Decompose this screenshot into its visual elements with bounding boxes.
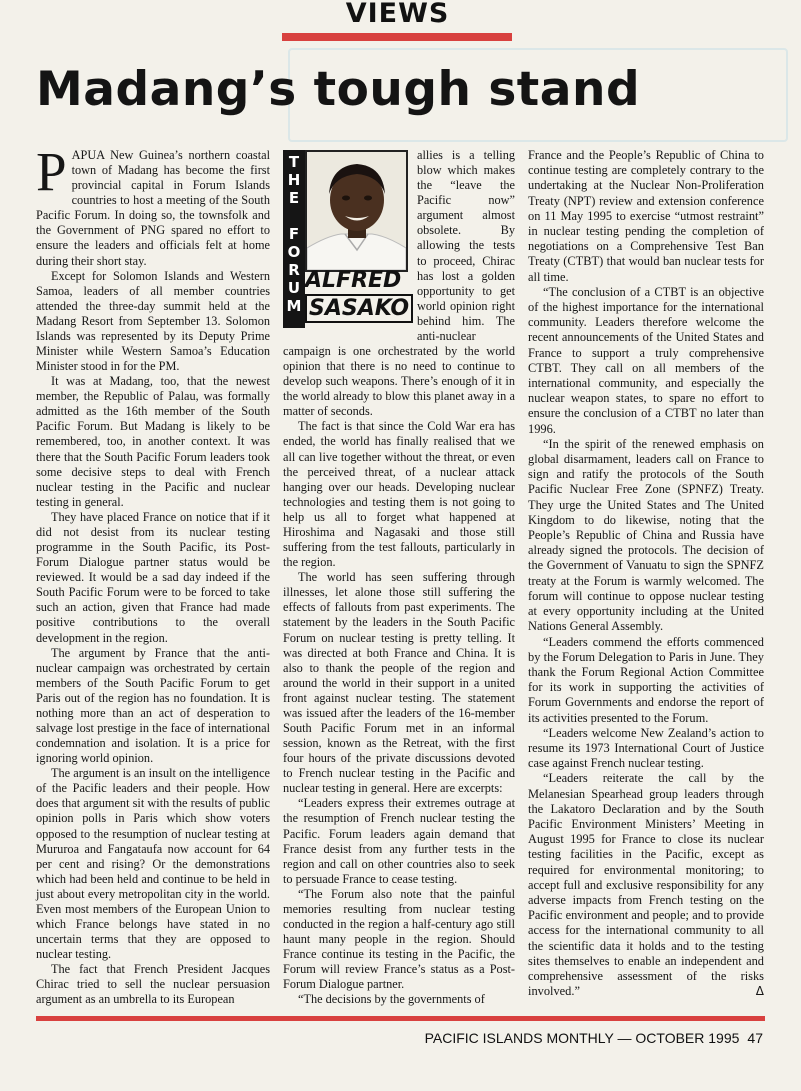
the-forum-sidebar [283,148,410,330]
article-paragraph: “In the spirit of the renewed emphasis on global disarmament, leaders call on France to sign and ratify the protocols of the South Pacific Nuclear Free Zone (SPNFZ) Treaty. They urge the United States and The United Kingdom to do likewise, noting that the People’s Republic of China and Russia have already signed the protocols. The decision of the Government of Vanuatu to sign the SPNFZ treaty at the Forum is warmly welcomed. The forum will continue to oppose nuclear testing at every opportunity including at the United Nations General Assembly. [528,436,764,634]
article-paragraph: “The Forum also note that the painful memories resulting from nuclear testing conducted in the region a half-century ago still haunt many people in the region. Should France continue its testing in the Pacific, the Forum will review France’s status as a Post-Forum Dialogue partner. [283,886,515,992]
article-column-1 [36,141,270,1007]
article-paragraph: The argument by France that the anti-nuclear campaign was orchestrated by certain members of the South Pacific Forum to get Paris out of the region has no foundation. It is nothing more than an act of desperation to salvage lost prestige in the face of international condemnation and isolation. It is a price for ignoring world opinion. [36,645,270,766]
forum-letter: O [287,243,301,261]
footer-rule [36,1016,765,1021]
article-paragraph: “Leaders welcome New Zealand’s action to resume its 1973 International Court of Justice case against French nuclear testing. [528,725,764,771]
paragraph-text: “Leaders reiterate the call by the Melanesian Spearhead group leaders through the Lakatoro Declaration and by the South Pacific Environment Ministers’ Meeting in August 1995 for France to close its nuclear testing facilities in the Pacific, except as required for environmental monitoring; to accept full and exclusive responsibility for any adverse impacts from French testing on the Pacific environment and people; and to provide access for the international community to all the scientific data it holds and to the testing sites themselves to enable an independent and comprehensive assessment of the risks involved.” [528,771,764,999]
article-paragraph: France and the People’s Republic of China to continue testing are completely contrary to the undertaking at the Nuclear Non-Proliferation Treaty (NPT) review and extension conference on 11 May 1995 to exercise “utmost restraint” in nuclear testing pending the completion of negotiations on a Comprehensive Test Ban Treaty (CTBT) that would ban nuclear tests for all time. [528,148,764,284]
author-portrait [305,150,408,272]
author-first-name: ALFRED [305,268,402,293]
forum-letter: M [286,297,302,315]
drop-cap: P [36,141,67,202]
section-label: VIEWS [345,0,450,29]
article-paragraph: allies is a telling blow which makes the “leave the Pacific now” argument almost obsolete. By allowing the tests to proceed, Chirac has lost a golden opportunity to get world opinion right behind him. The anti-nuclear campaign is one orchestrated by the world opinion that there is no need to continue to develop such weapons. There’s enough of it in the world already to blow this planet away in a matter of seconds. [283,148,515,419]
headline: Madang’s tough stand [36,62,641,117]
article-paragraph: “Leaders express their extremes outrage at the resumption of French nuclear testing the Pacific. Forum leaders again demand that France desist from any further tests in the region and call on other countries also to seek to persuade France to cease testing. [283,796,515,886]
publication-line: PACIFIC ISLANDS MONTHLY — OCTOBER 1995 [424,1030,740,1046]
forum-letter: F [288,225,300,243]
article-paragraph [36,141,270,269]
article-paragraph: “The conclusion of a CTBT is an objective of the highest importance for the international community. Leaders therefore welcome the recent announcements of the United States and France to support a truly comprehensive CTBT. They call on all members of the international community, and especially the nuclear weapon states, to spare no effort to ensure the conclusion of a CTBT no later than 1996. [528,284,764,436]
page-number: 47 [747,1030,763,1046]
author-last-name-boxed: SASAKO [305,294,413,323]
author-last-name [305,296,410,322]
article-paragraph: The fact is that since the Cold War era has ended, the world has finally realised that we all can live together without the threat, or even the perceived threat, of a nuclear attack hanging over our heads. Developing nuclear technologies and testing them is not going to help us all to forget what happened at Hiroshima and Nagasaki and those still suffering from the test fallouts, particularly in the region. [283,419,515,570]
portrait-illustration [307,152,406,270]
paragraph-text: APUA New Guinea’s northern coastal town of Madang has become the first provincial capital in Forum Islands countries to host a meeting of the South Pacific Forum. In doing so, the townsfolk and the Government of PNG spared no effort to ensure the leaders and officials felt at home during their short stay. [36,148,270,268]
article-column-2 [283,148,515,1007]
forum-vertical-bar [283,150,305,328]
forum-letter: R [288,261,300,279]
end-of-article-icon: Δ [755,984,764,999]
article-column-3 [528,148,764,999]
forum-letter: H [287,171,301,189]
page-footer [417,1030,763,1046]
forum-letter: E [288,189,300,207]
article-paragraph: “The decisions by the governments of [298,992,485,1007]
article-paragraph: “Leaders commend the efforts commenced by the Forum Delegation to Paris in June. They thank the Forum Regional Action Committee for its work in supporting the activities of Forum Governments and endorse the report of its activities presented to the Forum. [528,634,764,725]
article-paragraph: The fact that French President Jacques Chirac tried to sell the nuclear persuasion argument as an umbrella to its European [36,962,270,1007]
article-paragraph: Except for Solomon Islands and Western Samoa, leaders of all member countries attended the three-day summit held at the Madang Resort from September 13. Solomon Islands was represented by its Deputy Prime Minister while Western Samoa’s Education Minister stood in for the PM. [36,268,270,374]
section-rule [282,33,512,41]
forum-letter: T [288,153,300,171]
article-paragraph: They have placed France on notice that if it did not desist from its nuclear testing programme in the South Pacific, its Post-Forum Dialogue partner status would be reviewed. It would be a sad day indeed if the South Pacific Forum were to be forced to take such an action, given that France had made positive contributions to the overall development in the region. [36,509,270,645]
article-paragraph: The world has seen suffering through illnesses, let alone those still suffering the effects of fallouts from past experiments. The statement by the leaders in the South Pacific Forum on nuclear testing is pretty telling. It was directed at both France and China. It is also to thank the people of the region and around the world in their support in a united front against nuclear testing. The statement was issued after the leaders of the 16-member South Pacific Forum met in an informal session, known as the Retreat, with the first four hours of the private discussions devoted to French nuclear testing in the Pacific and nuclear testing in general. Here are excerpts: [283,570,515,796]
forum-letter: U [287,279,301,297]
article-paragraph: The argument is an insult on the intelligence of the Pacific leaders and their people. How does that argument sit with the results of public opinion polls in Paris which show voters opposed to the resumption of nuclear testing at Mururoa and Fangataufa now account for 64 per cent and rising? Or the demonstrations which had been held and continue to be held in just about every metropolitan city in the world. Even most members of the European Union to which France belongs have stated in no uncertain terms that they are opposed to nuclear testing. [36,766,270,962]
article-paragraph: It was at Madang, too, that the newest member, the Republic of Palau, was formally admitted as the 16th member of the South Pacific Forum. But Madang is likely to be remembered, too, in another context. It was there that the South Pacific Forum leaders took some decisive steps to deal with French nuclear testing in the Pacific and nuclear testing in general. [36,374,270,509]
article-paragraph [528,771,764,999]
